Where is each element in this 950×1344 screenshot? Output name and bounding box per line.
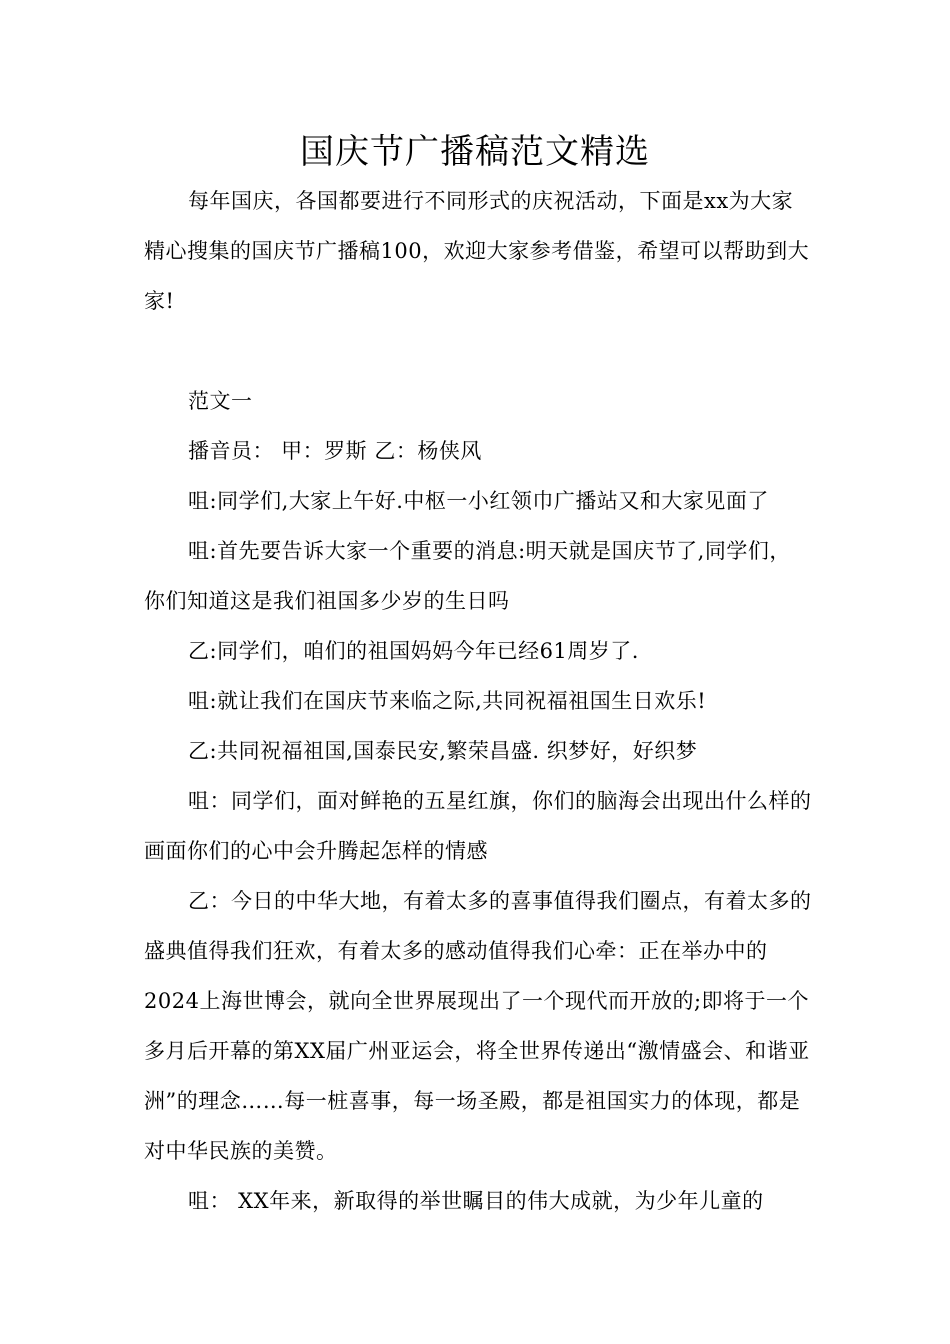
dialogue-paragraph: 咀： XX年来，新取得的举世瞩目的伟大成就，为少年儿童的 xyxy=(188,1189,764,1213)
announcer-line: 播音员： 甲：罗斯 乙：杨侠风 xyxy=(188,439,482,463)
document-title: 国庆节广播稿范文精选 xyxy=(300,132,650,172)
section-heading: 范文一 xyxy=(188,389,253,413)
dialogue-paragraph: 咀:首先要告诉大家一个重要的消息:明天就是国庆节了,同学们，你们知道这是我们祖国多少岁的生日吗 xyxy=(144,539,791,613)
dialogue-paragraph: 咀:同学们,大家上午好.中枢一小红领巾广播站又和大家见面了 xyxy=(188,489,769,513)
dialogue-paragraph: 乙：今日的中华大地，有着太多的喜事值得我们圈点，有着太多的盛典值得我们狂欢，有着太多的感动值得我们心牵：正在举办中的2024上海世博会，就向全世界展现出了一个现代而开放的;即将于一个多月后开幕的第XX届广州亚运会，将全世界传递出“激情盛会、和谐亚洲”的理念……每一桩喜事，每一场圣殿，都是祖国实力的体现，都是对中华民族的美赞。 xyxy=(144,889,812,1163)
intro-paragraph: 每年国庆，各国都要进行不同形式的庆祝活动，下面是xx为大家精心搜集的国庆节广播稿100，欢迎大家参考借鉴，希望可以帮助到大家! xyxy=(144,189,810,313)
intro-section xyxy=(144,176,812,326)
dialogue-paragraph: 乙:同学们，咱们的祖国妈妈今年已经61周岁了. xyxy=(188,639,639,663)
dialogue-paragraph: 乙:共同祝福祖国,国泰民安,繁荣昌盛. 织梦好，好织梦 xyxy=(188,739,698,763)
dialogue-paragraph: 咀：同学们，面对鲜艳的五星红旗，你们的脑海会出现出什么样的画面你们的心中会升腾起怎样的情感 xyxy=(144,789,812,863)
dialogue-paragraph: 咀:就让我们在国庆节来临之际,共同祝福祖国生日欢乐! xyxy=(188,689,707,713)
main-section xyxy=(144,376,812,1226)
